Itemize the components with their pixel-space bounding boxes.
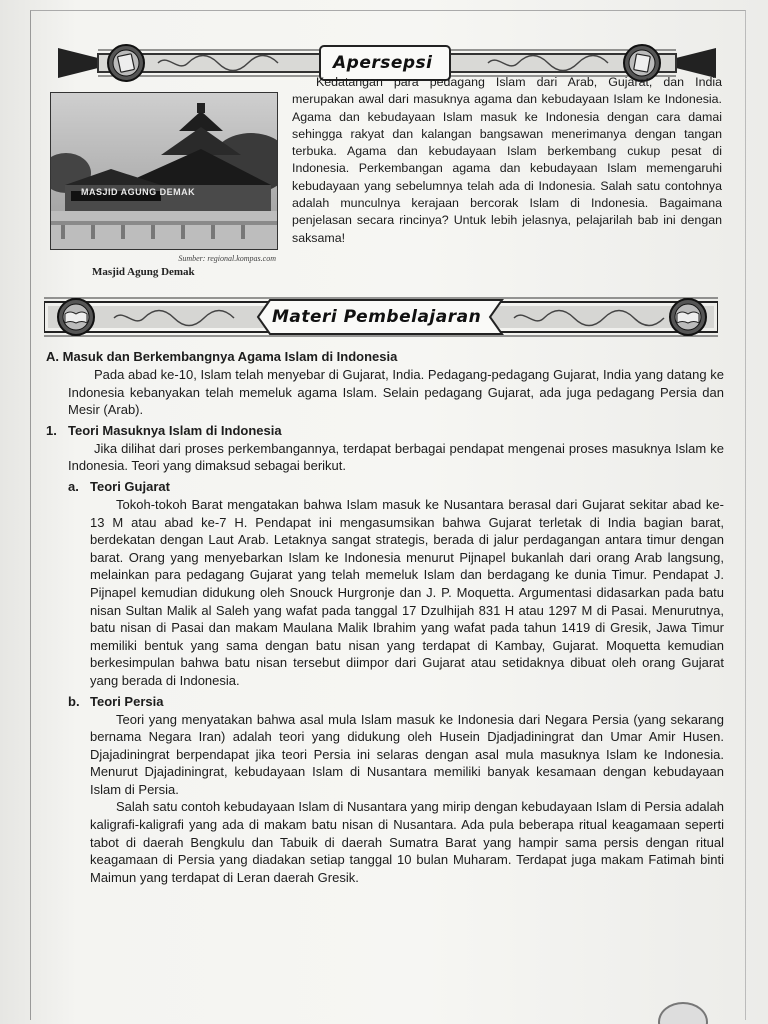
subsection-1-title: Teori Masuknya Islam di Indonesia <box>68 422 282 438</box>
photo-source: Sumber: regional.kompas.com <box>178 254 276 263</box>
apersepsi-title: Apersepsi <box>333 53 433 73</box>
apersepsi-paragraph: Kedatangan para pedagang Islam dari Arab, Gujarat, dan India merupakan awal dari masuknya agama dan kebudayaan Islam ke Indonesia. Agama dan kebudayaan Islam masuk ke Indonesia dengan cara damai sehingga rakyat dan kalangan bangsawan menerimanya dengan tangan terbuka. Agama dan kebudayaan Islam berkembang cukup pesat di Indonesia. Perkembangan agama dan kebudayaan Islam memengaruhi kebudayaan yang sebelumnya telah ada di Indonesia. Salah satu contohnya adalah munculnya kerajaan bercorak Islam di Indonesia. Bagaimana penjelasan secara rincinya? Untuk lebih jelasnya, pelajarilah bab ini dengan saksama! <box>292 75 722 245</box>
photo-caption: Masjid Agung Demak <box>92 266 195 278</box>
materi-banner <box>44 292 718 342</box>
subsection-a <box>46 478 724 690</box>
open-book-icon-right <box>670 299 706 335</box>
subsection-b-title: Teori Persia <box>90 693 164 709</box>
mosque-figure <box>50 92 278 278</box>
section-a-paragraph: Pada abad ke-10, Islam telah menyebar di Gujarat, India. Pedagang-pedagang Gujarat, India yang datang ke Indonesia kebanyakan telah memeluk agama Islam. Selain pedagang Gujarat, ada juga pedagang Persia dan Mesir (Arab). <box>68 367 724 418</box>
subsection-1-paragraph: Jika dilihat dari proses perkembangannya, terdapat berbagai pendapat mengenai proses masuknya Islam ke Indonesia. Teori yang dimaksud sebagai berikut. <box>68 440 724 474</box>
open-book-icon-left <box>58 299 94 335</box>
section-a-heading: A. Masuk dan Berkembangnya Agama Islam di Indonesia <box>46 349 398 364</box>
subsection-b-paragraph-2: Salah satu contoh kebudayaan Islam di Nusantara yang mirip dengan kebudayaan Islam di Persia adalah kaligrafi-kaligrafi yang ada di makam batu nisan di Nusantara. Ada pula beberapa ritual keagamaan seperti tabot di daerah Bengkulu dan Tabuik di daerah Sumatra Barat yang hampir sama persis dengan ritual keagamaan di Persia yang diadakan setiap tanggal 10 bulan Muharam. Terdapat juga makam Fatimah binti Maimun yang terdapat di Leran daerah Gresik. <box>90 799 724 885</box>
book-icon-left <box>108 45 144 81</box>
subsection-b-number: b. <box>68 693 80 709</box>
subsection-1 <box>46 422 724 475</box>
subsection-a-paragraph: Tokoh-tokoh Barat mengatakan bahwa Islam masuk ke Nusantara berasal dari Gujarat sekitar abad ke-13 M atau abad ke-7 H. Pendapat ini mengasumsikan bahwa Gujarat terletak di India bagian barat, berdekatan dengan Laut Arab. Letaknya sangat strategis, berada di jalur perdagangan antara timur dengan barat. Orang yang menyebarkan Islam ke Indonesia menurut Pijnapel bukanlah dari orang Arab langsung, melainkan para pedagang Gujarat yang telah memeluk Islam dan berdagang ke dunia Timur. Pendapat J. Pijnapel kemudian didukung oleh Snouck Hurgronje dan J. P. Moquetta. Argumentasi didasarkan pada batu nisan Sultan Malik al Saleh yang wafat pada tanggal 17 Dzulhijah 831 H atau 1297 M di Pasai. Menurutnya, batu nisan di Pasai dan makam Maulana Malik Ibrahim yang wafat pada tahun 1419 di Gresik, Jawa Timur memiliki bentuk yang sama dengan batu nisan yang terdapat di Kambay, Gujarat. Moquetta kemudian berkesimpulan bahwa batu nisan tersebut diimpor dari Gujarat atau setidaknya dibuat oleh orang Gujarat yang berada di Indonesia. <box>90 496 724 688</box>
subsection-1-heading <box>46 422 724 440</box>
mosque-photo <box>50 92 278 250</box>
subsection-b-heading <box>68 693 724 711</box>
subsection-a-number: a. <box>68 478 79 494</box>
subsection-b <box>46 693 724 887</box>
mosque-sign-text: MASJID AGUNG DEMAK <box>81 187 196 197</box>
subsection-a-heading <box>68 478 724 496</box>
main-content <box>46 348 724 886</box>
subsection-b-paragraph-1: Teori yang menyatakan bahwa asal mula Islam masuk ke Indonesia dari Negara Persia (yang sekarang bernama Negara Iran) adalah teori yang didukung oleh Husein Djadjadiningrat dan Umar Amir Husen. Djajadiningrat berpendapat jika teori Persia ini selaras dengan asal mula masuknya Islam ke Indonesia. Menurut Djajadiningrat, kebudayaan Islam di Nusantara memiliki banyak kesamaan dengan kebudayaan Islam di Persia. <box>90 711 724 797</box>
subsection-a-title: Teori Gujarat <box>90 478 170 494</box>
materi-title: Materi Pembelajaran <box>272 307 482 327</box>
subsection-1-number: 1. <box>46 422 57 438</box>
